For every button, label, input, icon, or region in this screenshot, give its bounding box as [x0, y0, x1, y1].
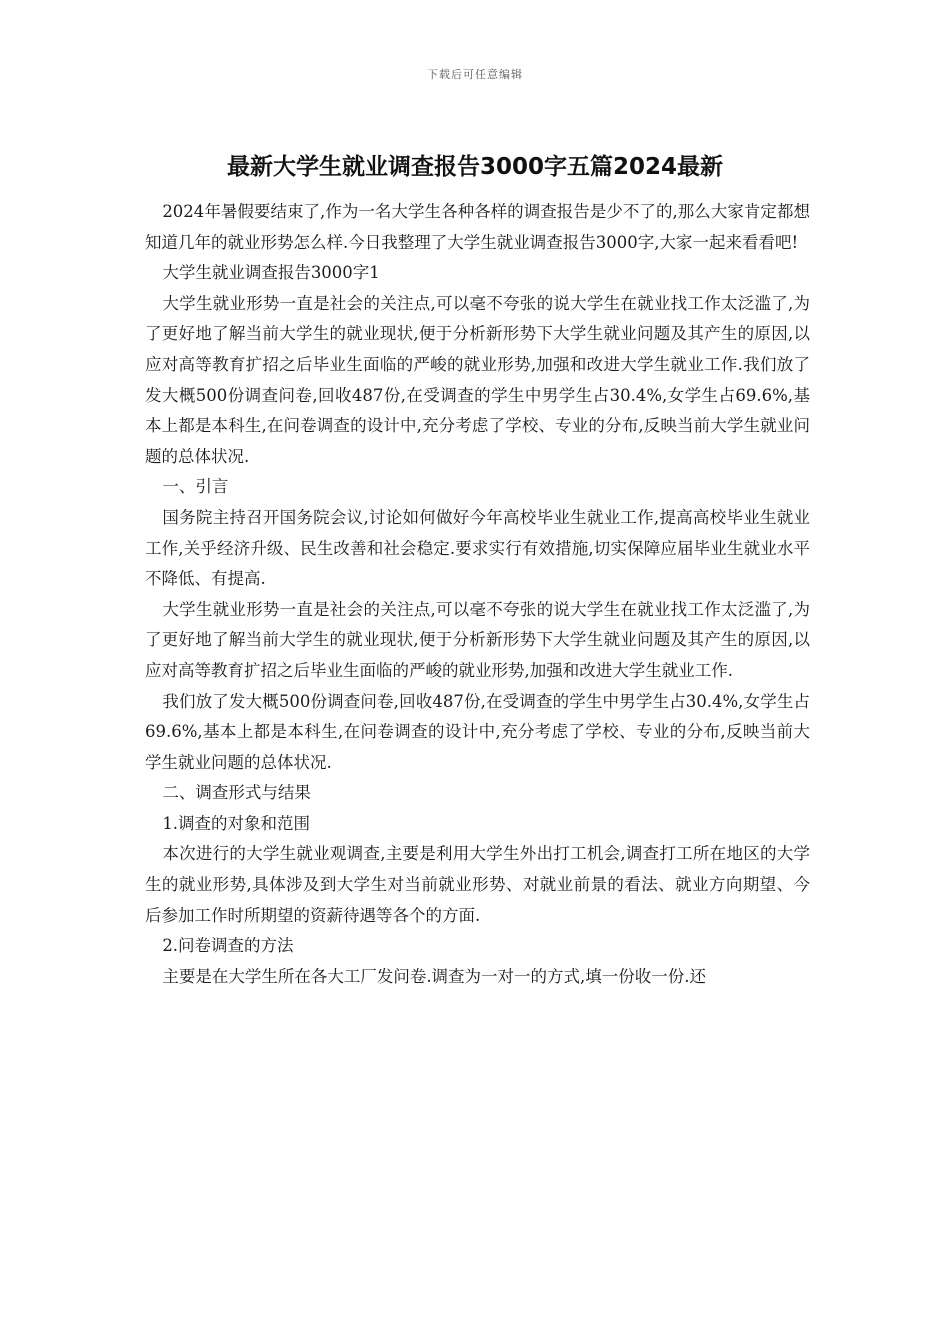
subsection-heading-method: 2.问卷调查的方法: [162, 936, 294, 956]
section-heading-introduction: 一、引言: [162, 477, 229, 497]
body-paragraph: 我们放了发大概500份调查问卷,回收487份,在受调查的学生中男学生占30.4%,女学生占69.6%,基本上都是本科生,在问卷调查的设计中,充分考虑了学校、专业的分布,反映当前大学生就业问题的总体状况.: [145, 691, 810, 772]
subsection-heading-scope: 1.调查的对象和范围: [162, 813, 311, 833]
document-title: 最新大学生就业调查报告3000字五篇2024最新: [226, 154, 724, 180]
body-paragraph: 国务院主持召开国务院会议,讨论如何做好今年高校毕业生就业工作,提高高校毕业生就业工作,关乎经济升级、民生改善和社会稳定.要求实行有效措施,切实保障应届毕业生就业水平不降低、有提高.: [145, 507, 810, 589]
intro-paragraph: 2024年暑假要结束了,作为一名大学生各种各样的调查报告是少不了的,那么大家肯定都想知道几年的就业形势怎么样.今日我整理了大学生就业调查报告3000字,大家一起来看看吧!: [145, 202, 810, 252]
body-paragraph: 大学生就业形势一直是社会的关注点,可以毫不夸张的说大学生在就业找工作太泛滥了,为了更好地了解当前大学生的就业现状,便于分析新形势下大学生就业问题及其产生的原因,以应对高等教育扩招之后毕业生面临的严峻的就业形势,加强和改进大学生就业工作.: [145, 599, 810, 680]
body-paragraph: 本次进行的大学生就业观调查,主要是利用大学生外出打工机会,调查打工所在地区的大学生的就业形势,具体涉及到大学生对当前就业形势、对就业前景的看法、就业方向期望、今后参加工作时所期望的资薪待遇等各个的方面.: [145, 844, 810, 925]
report-heading-1: 大学生就业调查报告3000字1: [162, 263, 380, 283]
section-heading-survey: 二、调查形式与结果: [162, 783, 311, 803]
body-paragraph: 主要是在大学生所在各大工厂发问卷.调查为一对一的方式,填一份收一份.还: [162, 966, 707, 986]
page-header-note: 下载后可任意编辑: [427, 68, 523, 81]
document-body: [145, 197, 810, 992]
body-paragraph: 大学生就业形势一直是社会的关注点,可以毫不夸张的说大学生在就业找工作太泛滥了,为了更好地了解当前大学生的就业现状,便于分析新形势下大学生就业问题及其产生的原因,以应对高等教育扩招之后毕业生面临的严峻的就业形势,加强和改进大学生就业工作.我们放了发大概500份调查问卷,回收487份,在受调查的学生中男学生占30.4%,女学生占69.6%,基本上都是本科生,在问卷调查的设计中,充分考虑了学校、专业的分布,反映当前大学生就业问题的总体状况.: [145, 293, 810, 466]
